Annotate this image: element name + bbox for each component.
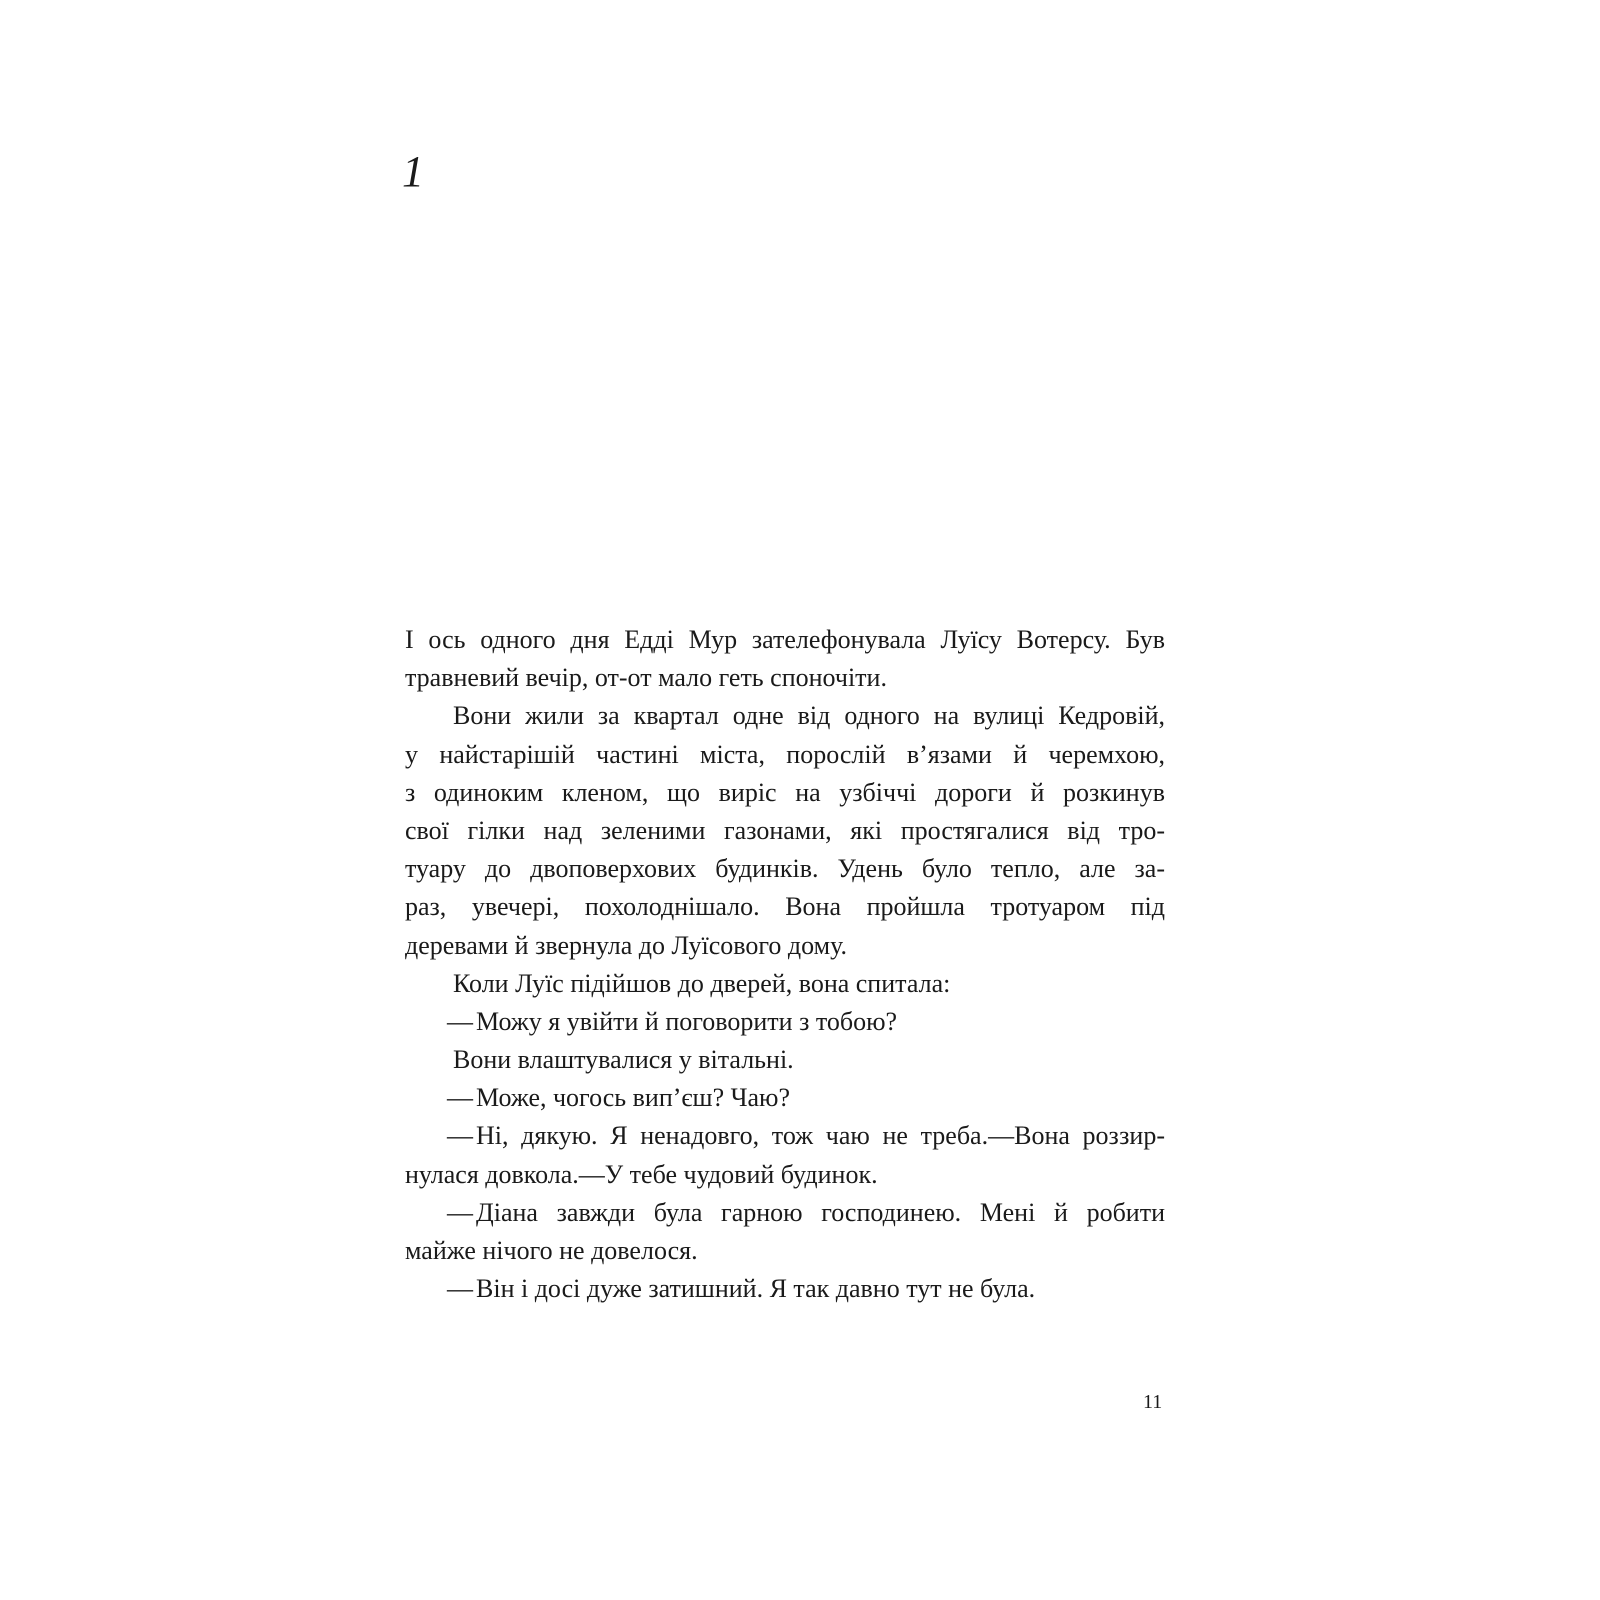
text-line: свої гілки над зеленими газонами, які простягалися від тро- xyxy=(405,815,1165,845)
dialogue-text: Він і досі дуже затишний. Я так давно тут не була. xyxy=(476,1274,1036,1304)
text-line: Вони влаштувалися у вітальні. xyxy=(453,1045,794,1075)
dialogue-line xyxy=(405,1079,1165,1117)
text-line: І ось одного дня Едді Мур зателефонувала Луїсу Вотерсу. Був xyxy=(405,625,1165,654)
dialogue-text: Ні, дякую. Я ненадовго, тож чаю не треба.—Вона роззир- xyxy=(476,1121,1165,1151)
page-number: 11 xyxy=(1143,1391,1163,1413)
body-text xyxy=(405,621,1165,1308)
dialogue-line xyxy=(405,1117,1165,1155)
text-line: Коли Луїс підійшов до дверей, вона спитала: xyxy=(453,968,951,998)
chapter-number: 1 xyxy=(402,147,424,196)
text-line: травневий вечір, от-от мало геть споночіти. xyxy=(405,663,887,693)
dialogue-line xyxy=(405,1194,1165,1232)
dialogue-text: Може, чогось вип’єш? Чаю? xyxy=(476,1083,791,1113)
dialogue-line xyxy=(405,1003,1165,1041)
dialogue-dash: — xyxy=(447,1006,473,1036)
text-line: нулася довкола.—У тебе чудовий будинок. xyxy=(405,1159,878,1189)
dialogue-line xyxy=(405,1270,1165,1308)
text-line: раз, увечері, похолоднішало. Вона пройшла тротуаром під xyxy=(405,892,1165,922)
dialogue-dash: — xyxy=(447,1274,473,1304)
text-line: Вони жили за квартал одне від одного на вулиці Кедровій, xyxy=(453,701,1165,731)
text-line: у найстарішій частині міста, порослій в’язами й черемхою, xyxy=(405,739,1165,769)
dialogue-dash: — xyxy=(447,1197,473,1227)
dialogue-text: Діана завжди була гарною господинею. Мені й робити xyxy=(476,1197,1165,1227)
dialogue-dash: — xyxy=(447,1083,473,1113)
text-line: майже нічого не довелося. xyxy=(405,1236,698,1265)
dialogue-text: Можу я увійти й поговорити з тобою? xyxy=(476,1006,898,1036)
dialogue-dash: — xyxy=(447,1121,473,1151)
text-line: з одиноким кленом, що виріс на узбіччі дороги й розкинув xyxy=(405,777,1165,807)
text-line: туару до двоповерхових будинків. Удень було тепло, але за- xyxy=(405,854,1165,884)
text-line: деревами й звернула до Луїсового дому. xyxy=(405,930,847,960)
